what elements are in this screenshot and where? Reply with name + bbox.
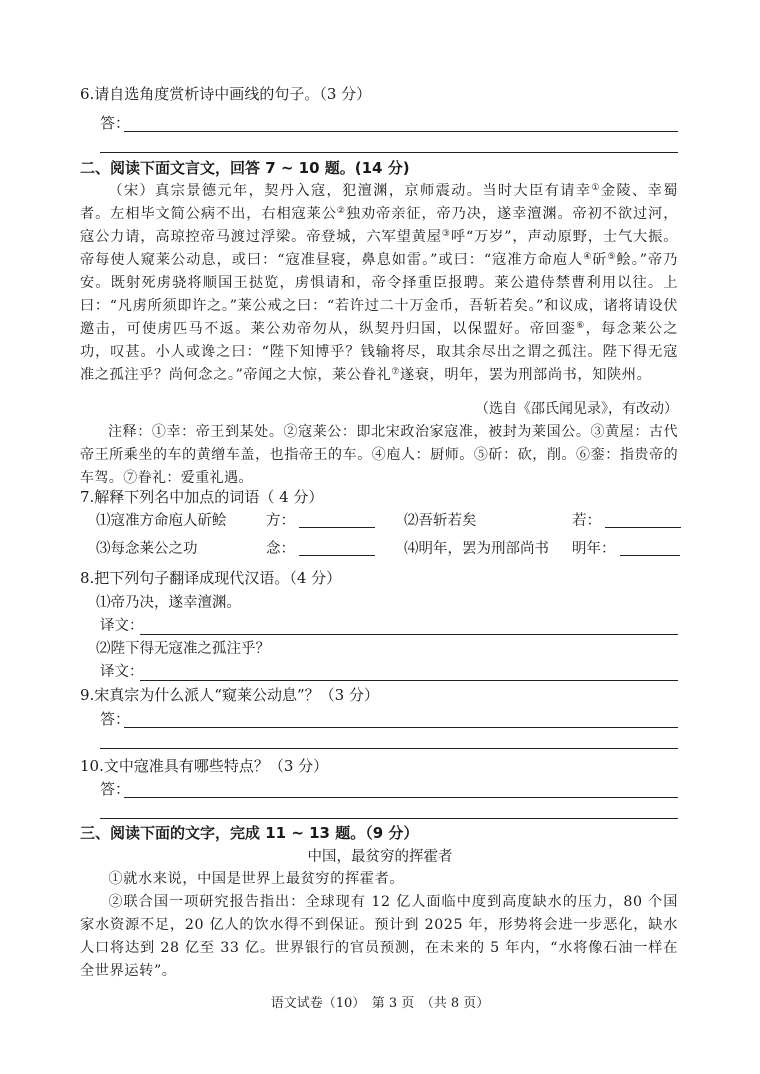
article-paragraph-2: ②联合国一项研究报告指出：全球现有 12 亿人面临中度到高度缺水的压力，80 个国家水资源不足，20 亿人的饮水得不到保证。预计到 2025 年，形势将会进一步恶化，缺水人口将达到 28 亿至 33 亿。世界银行的官员预测，在未来的 5 年内，“水将像石油一样在全世界运转”。 <box>80 894 678 979</box>
question-7: 7.解释下列名中加点的词语（ 4 分） <box>80 488 324 506</box>
article-title: 中国，最贫穷的挥霍者 <box>307 849 453 865</box>
article-body <box>80 868 678 983</box>
passage-source: （选自《邵氏闻见录》，有改动） <box>475 401 678 417</box>
q7-item-4-sentence: ⑷明年，罢为刑部尚书 <box>404 541 549 557</box>
answer-underline <box>124 131 678 132</box>
answer-line-9a[interactable]: 答： <box>100 708 678 730</box>
q7-item-3-sentence: ⑶每念莱公之功 <box>96 541 198 557</box>
q8-sentence-1: ⑴帝乃决，遂幸澶渊。 <box>96 595 241 611</box>
question-8: 8.把下列句子翻译成现代汉语。（4 分） <box>80 569 342 587</box>
answer-line-10a[interactable]: 答： <box>100 778 678 800</box>
q7-row-1 <box>96 509 678 533</box>
answer-line-10b[interactable] <box>100 818 678 819</box>
answer-line-6b[interactable] <box>100 152 678 153</box>
q8-translation-2[interactable]: 译文： <box>100 661 678 683</box>
passage-notes: 注释：①幸：帝王到某处。②寇莱公：即北宋政治家寇准，被封为莱国公。③黄屋：古代帝王所乘坐的车的黄缯车盖，也指帝王的车。④庖人：厨师。⑤斫：砍，削。⑥銮：指贵帝的车驾。⑦眷礼：爱重礼遇。 <box>80 424 678 486</box>
q8-translation-1[interactable]: 译文： <box>100 615 678 637</box>
section-3-heading: 三、阅读下面的文字，完成 11 ~ 13 题。（9 分） <box>80 824 419 842</box>
question-9: 9.宋真宗为什么派人“窥莱公动息”？（3 分） <box>80 686 379 704</box>
answer-line-9b[interactable] <box>100 748 678 749</box>
q7-item-3-answer[interactable]: 念： <box>266 537 375 561</box>
q7-item-1-sentence: ⑴寇准方命庖人斫鲙 <box>96 513 227 529</box>
q7-item-2-sentence: ⑵吾斩若矣 <box>404 513 477 529</box>
q7-item-4-answer[interactable]: 明年： <box>572 537 680 561</box>
answer-line-6a[interactable] <box>100 112 678 134</box>
question-10: 10.文中寇准具有哪些特点？（3 分） <box>80 757 329 775</box>
classical-passage: （宋）真宗景德元年，契丹入寇，犯澶渊，京师震动。当时大臣有请幸①金陵、幸蜀者。左相毕文简公病不出，右相寇莱公②独劝帝亲征，帝乃决，遂幸澶渊。帝初不欲过河，寇公力请，高琼控帝马渡过浮梁。帝登城，六军望黄屋③呼“万岁”，声动原野，士气大振。帝每使人窥莱公动息，或曰：“寇准昼寝，鼻息如雷。”或曰：“寇准方命庖人④斫⑤鲙。”帝乃安。既射死虏骁将顺国王挞览，虏惧请和，帝令择重臣报聘。莱公遣侍禁曹利用以往。上曰：“凡虏所须即许之。”莱公戒之曰：“若许过二十万金币，吾斩若矣。”和议成，诸将请设伏邀击，可使虏匹马不返。莱公劝帝勿从，纵契丹归国，以保盟好。帝回銮⑥，每念莱公之功，叹甚。小人或谗之曰：“陛下知博乎？钱输将尽，取其余尽出之谓之孤注。陛下得无寇准之孤注乎？尚何念之。”帝闻之大惊，莱公眷礼⑦遂衰，明年，罢为刑部尚书，知陕州。 <box>80 183 679 383</box>
q7-item-2-answer[interactable]: 若： <box>572 509 681 533</box>
q7-row-2 <box>96 537 678 561</box>
section-2-heading: 二、阅读下面文言文，回答 7 ~ 10 题。(14 分) <box>80 159 410 177</box>
page-footer: 语文试卷（10） 第 3 页 （共 8 页） <box>270 996 490 1011</box>
question-6: 6.请自选角度赏析诗中画线的句子。（3 分） <box>80 85 372 103</box>
q7-item-1-answer[interactable]: 方： <box>266 509 375 533</box>
article-paragraph-1: ①就水来说，中国是世界上最贫穷的挥霍者。 <box>108 871 405 887</box>
q8-sentence-2: ⑵陛下得无寇准之孤注乎？ <box>96 641 270 657</box>
answer-label: 答： <box>100 114 131 132</box>
